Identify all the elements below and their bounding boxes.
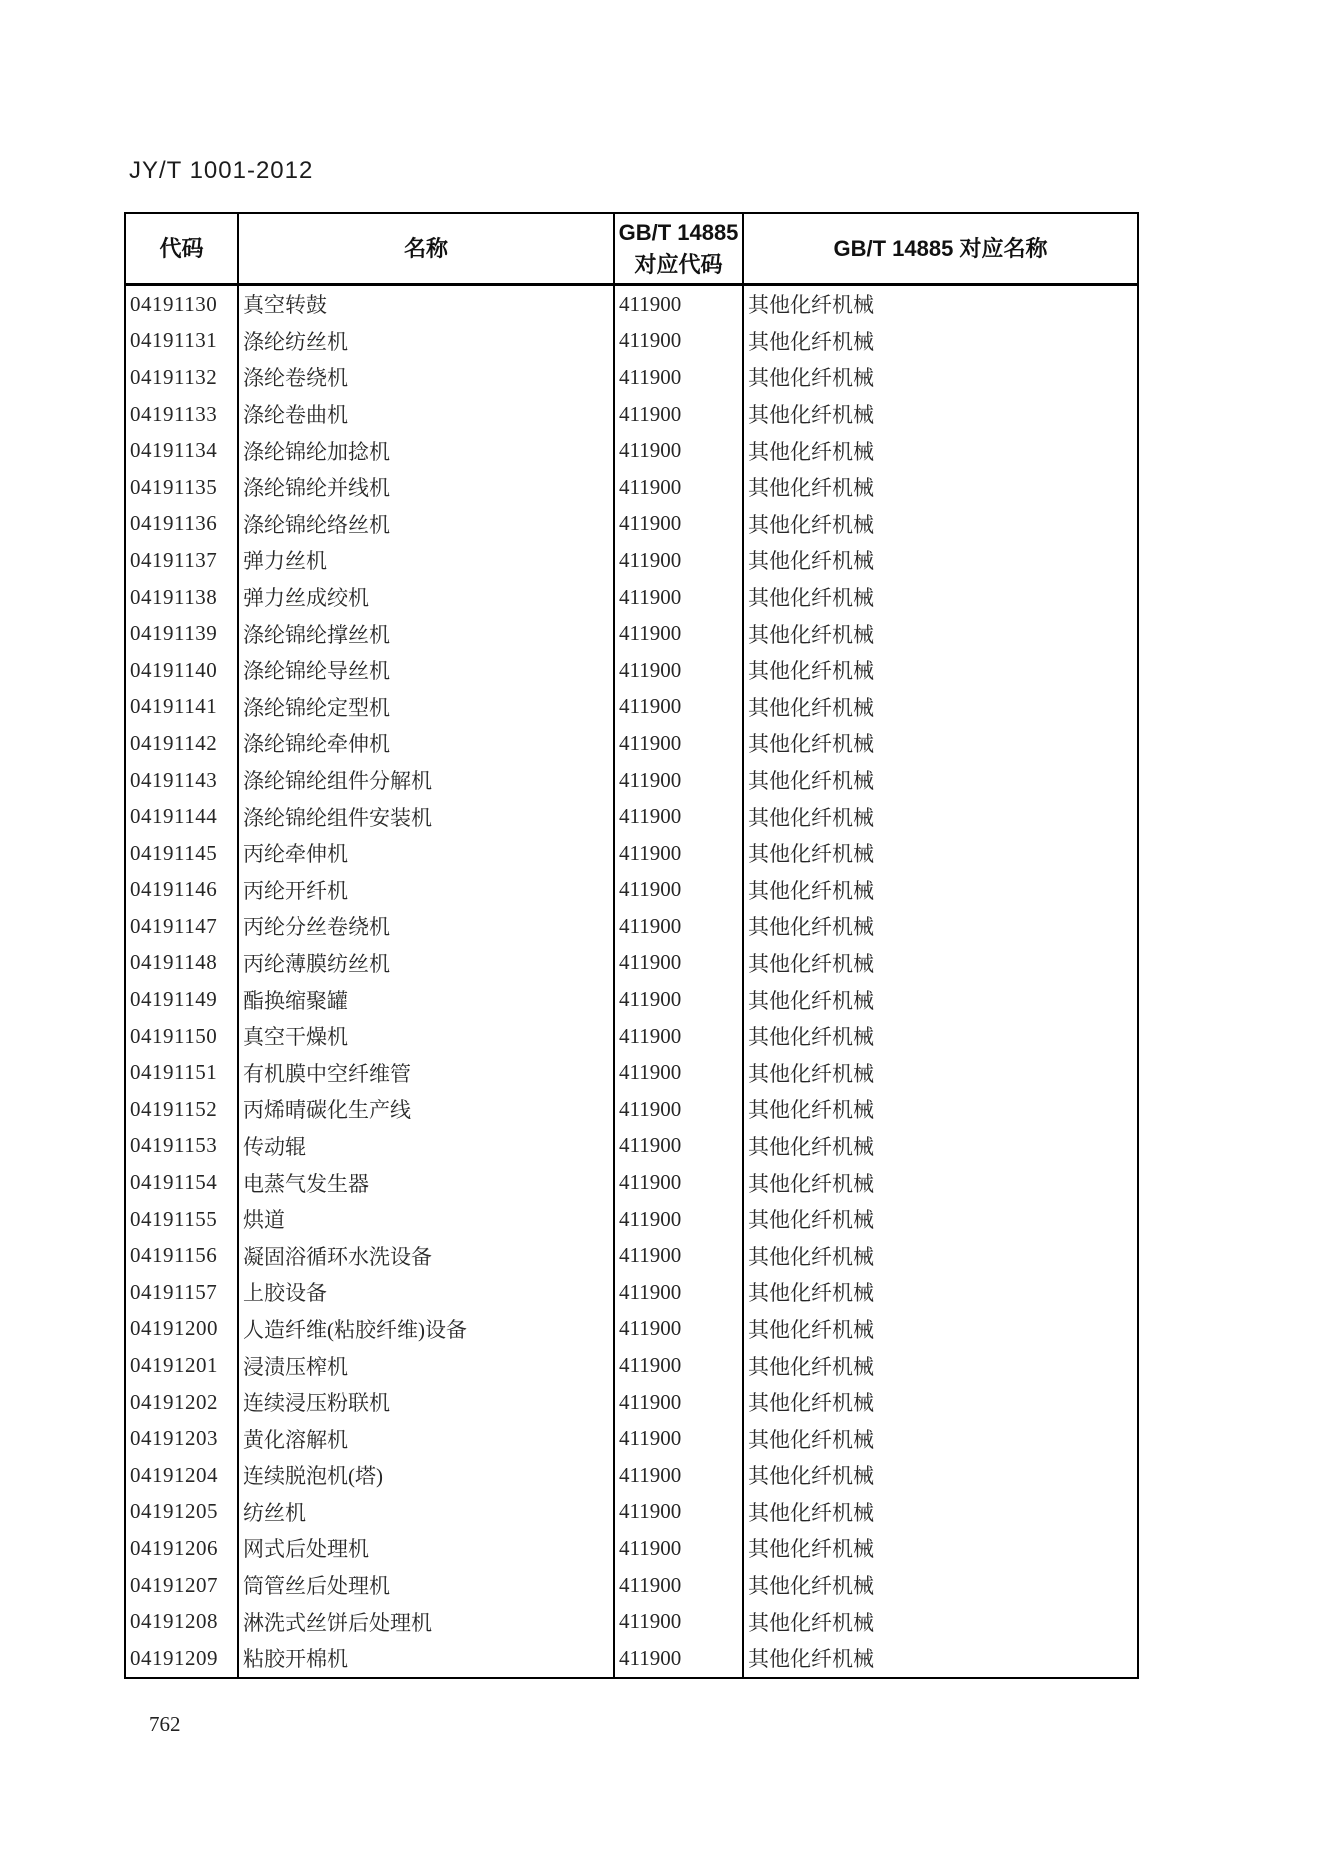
cell-gbt-name: 其他化纤机械 bbox=[743, 285, 1138, 323]
cell-code: 04191135 bbox=[125, 469, 238, 506]
cell-code: 04191144 bbox=[125, 798, 238, 835]
table-row bbox=[125, 981, 1138, 1018]
table-row bbox=[125, 1091, 1138, 1128]
cell-gbt-code: 411900 bbox=[614, 1603, 743, 1640]
table-row bbox=[125, 1274, 1138, 1311]
cell-name: 涤纶锦纶组件安装机 bbox=[238, 798, 614, 835]
cell-gbt-code: 411900 bbox=[614, 285, 743, 323]
cell-gbt-code: 411900 bbox=[614, 1567, 743, 1604]
cell-gbt-code: 411900 bbox=[614, 1457, 743, 1494]
cell-gbt-name: 其他化纤机械 bbox=[743, 1530, 1138, 1567]
cell-gbt-code: 411900 bbox=[614, 1530, 743, 1567]
table-row bbox=[125, 542, 1138, 579]
cell-gbt-name: 其他化纤机械 bbox=[743, 652, 1138, 689]
cell-code: 04191205 bbox=[125, 1494, 238, 1531]
cell-gbt-code: 411900 bbox=[614, 725, 743, 762]
cell-code: 04191149 bbox=[125, 981, 238, 1018]
cell-gbt-code: 411900 bbox=[614, 1274, 743, 1311]
table-row bbox=[125, 872, 1138, 909]
cell-name: 人造纤维(粘胶纤维)设备 bbox=[238, 1311, 614, 1348]
table-row bbox=[125, 945, 1138, 982]
column-header-gbt-code bbox=[614, 213, 743, 285]
cell-code: 04191152 bbox=[125, 1091, 238, 1128]
cell-name: 涤纶锦纶并线机 bbox=[238, 469, 614, 506]
cell-gbt-name: 其他化纤机械 bbox=[743, 1128, 1138, 1165]
cell-gbt-name: 其他化纤机械 bbox=[743, 1457, 1138, 1494]
column-header-name: 名称 bbox=[238, 213, 614, 285]
cell-gbt-code: 411900 bbox=[614, 835, 743, 872]
cell-code: 04191139 bbox=[125, 615, 238, 652]
cell-code: 04191148 bbox=[125, 945, 238, 982]
table-row bbox=[125, 835, 1138, 872]
table-row bbox=[125, 396, 1138, 433]
cell-gbt-name: 其他化纤机械 bbox=[743, 1091, 1138, 1128]
cell-gbt-name: 其他化纤机械 bbox=[743, 323, 1138, 360]
table-row bbox=[125, 1201, 1138, 1238]
table-row bbox=[125, 469, 1138, 506]
cell-name: 纺丝机 bbox=[238, 1494, 614, 1531]
cell-code: 04191134 bbox=[125, 432, 238, 469]
table-row bbox=[125, 1347, 1138, 1384]
cell-name: 涤纶锦纶牵伸机 bbox=[238, 725, 614, 762]
cell-name: 涤纶卷曲机 bbox=[238, 396, 614, 433]
cell-gbt-name: 其他化纤机械 bbox=[743, 396, 1138, 433]
cell-code: 04191146 bbox=[125, 872, 238, 909]
cell-code: 04191132 bbox=[125, 359, 238, 396]
cell-name: 涤纶锦纶导丝机 bbox=[238, 652, 614, 689]
cell-code: 04191202 bbox=[125, 1384, 238, 1421]
cell-name: 丙纶牵伸机 bbox=[238, 835, 614, 872]
table-row bbox=[125, 506, 1138, 543]
cell-gbt-name: 其他化纤机械 bbox=[743, 1347, 1138, 1384]
cell-gbt-code: 411900 bbox=[614, 1091, 743, 1128]
cell-code: 04191207 bbox=[125, 1567, 238, 1604]
cell-gbt-name: 其他化纤机械 bbox=[743, 432, 1138, 469]
cell-gbt-name: 其他化纤机械 bbox=[743, 798, 1138, 835]
cell-gbt-code: 411900 bbox=[614, 872, 743, 909]
cell-gbt-code: 411900 bbox=[614, 1311, 743, 1348]
table-row bbox=[125, 323, 1138, 360]
cell-name: 涤纶锦纶撑丝机 bbox=[238, 615, 614, 652]
cell-gbt-name: 其他化纤机械 bbox=[743, 542, 1138, 579]
cell-gbt-code: 411900 bbox=[614, 1494, 743, 1531]
cell-gbt-name: 其他化纤机械 bbox=[743, 506, 1138, 543]
cell-code: 04191131 bbox=[125, 323, 238, 360]
table-row bbox=[125, 1128, 1138, 1165]
table-header-row bbox=[125, 213, 1138, 285]
cell-gbt-code: 411900 bbox=[614, 1420, 743, 1457]
cell-gbt-code: 411900 bbox=[614, 945, 743, 982]
table-row bbox=[125, 1457, 1138, 1494]
cell-name: 传动辊 bbox=[238, 1128, 614, 1165]
cell-name: 浸渍压榨机 bbox=[238, 1347, 614, 1384]
table-row bbox=[125, 579, 1138, 616]
cell-code: 04191140 bbox=[125, 652, 238, 689]
cell-gbt-name: 其他化纤机械 bbox=[743, 359, 1138, 396]
cell-gbt-name: 其他化纤机械 bbox=[743, 872, 1138, 909]
table-row bbox=[125, 689, 1138, 726]
cell-gbt-name: 其他化纤机械 bbox=[743, 908, 1138, 945]
column-header-code: 代码 bbox=[125, 213, 238, 285]
table-row bbox=[125, 652, 1138, 689]
cell-gbt-name: 其他化纤机械 bbox=[743, 1164, 1138, 1201]
cell-gbt-code: 411900 bbox=[614, 798, 743, 835]
table-row bbox=[125, 725, 1138, 762]
cell-name: 涤纶锦纶组件分解机 bbox=[238, 762, 614, 799]
cell-code: 04191157 bbox=[125, 1274, 238, 1311]
cell-gbt-code: 411900 bbox=[614, 506, 743, 543]
cell-code: 04191130 bbox=[125, 285, 238, 323]
table-row bbox=[125, 285, 1138, 323]
cell-name: 连续脱泡机(塔) bbox=[238, 1457, 614, 1494]
cell-code: 04191145 bbox=[125, 835, 238, 872]
cell-name: 丙纶分丝卷绕机 bbox=[238, 908, 614, 945]
cell-gbt-code: 411900 bbox=[614, 689, 743, 726]
cell-gbt-code: 411900 bbox=[614, 542, 743, 579]
code-mapping-table bbox=[124, 212, 1139, 1679]
cell-gbt-code: 411900 bbox=[614, 396, 743, 433]
cell-gbt-name: 其他化纤机械 bbox=[743, 835, 1138, 872]
cell-name: 丙纶开纤机 bbox=[238, 872, 614, 909]
cell-name: 凝固浴循环水洗设备 bbox=[238, 1237, 614, 1274]
cell-gbt-name: 其他化纤机械 bbox=[743, 689, 1138, 726]
cell-gbt-code: 411900 bbox=[614, 1237, 743, 1274]
cell-code: 04191204 bbox=[125, 1457, 238, 1494]
cell-gbt-code: 411900 bbox=[614, 1054, 743, 1091]
cell-name: 丙烯晴碳化生产线 bbox=[238, 1091, 614, 1128]
cell-code: 04191136 bbox=[125, 506, 238, 543]
table-row bbox=[125, 1164, 1138, 1201]
cell-gbt-name: 其他化纤机械 bbox=[743, 1201, 1138, 1238]
cell-gbt-name: 其他化纤机械 bbox=[743, 1311, 1138, 1348]
cell-code: 04191201 bbox=[125, 1347, 238, 1384]
cell-code: 04191143 bbox=[125, 762, 238, 799]
cell-name: 涤纶锦纶加捻机 bbox=[238, 432, 614, 469]
standard-number-title: JY/T 1001-2012 bbox=[129, 157, 314, 184]
cell-gbt-name: 其他化纤机械 bbox=[743, 1237, 1138, 1274]
cell-code: 04191133 bbox=[125, 396, 238, 433]
cell-gbt-name: 其他化纤机械 bbox=[743, 945, 1138, 982]
cell-code: 04191209 bbox=[125, 1640, 238, 1678]
cell-gbt-name: 其他化纤机械 bbox=[743, 579, 1138, 616]
cell-gbt-code: 411900 bbox=[614, 1201, 743, 1238]
table-row bbox=[125, 798, 1138, 835]
cell-gbt-name: 其他化纤机械 bbox=[743, 615, 1138, 652]
table-row bbox=[125, 908, 1138, 945]
cell-name: 丙纶薄膜纺丝机 bbox=[238, 945, 614, 982]
table-row bbox=[125, 1420, 1138, 1457]
cell-gbt-name: 其他化纤机械 bbox=[743, 1384, 1138, 1421]
cell-gbt-name: 其他化纤机械 bbox=[743, 1018, 1138, 1055]
cell-gbt-code: 411900 bbox=[614, 323, 743, 360]
cell-gbt-code: 411900 bbox=[614, 652, 743, 689]
cell-code: 04191155 bbox=[125, 1201, 238, 1238]
table-row bbox=[125, 1018, 1138, 1055]
cell-code: 04191150 bbox=[125, 1018, 238, 1055]
table-row bbox=[125, 615, 1138, 652]
cell-code: 04191208 bbox=[125, 1603, 238, 1640]
cell-name: 电蒸气发生器 bbox=[238, 1164, 614, 1201]
table-row bbox=[125, 1384, 1138, 1421]
cell-name: 网式后处理机 bbox=[238, 1530, 614, 1567]
cell-gbt-code: 411900 bbox=[614, 359, 743, 396]
cell-gbt-code: 411900 bbox=[614, 615, 743, 652]
cell-gbt-code: 411900 bbox=[614, 908, 743, 945]
cell-gbt-name: 其他化纤机械 bbox=[743, 1494, 1138, 1531]
cell-gbt-code: 411900 bbox=[614, 432, 743, 469]
cell-gbt-name: 其他化纤机械 bbox=[743, 1640, 1138, 1678]
cell-name: 涤纶锦纶定型机 bbox=[238, 689, 614, 726]
cell-name: 涤纶锦纶络丝机 bbox=[238, 506, 614, 543]
cell-code: 04191151 bbox=[125, 1054, 238, 1091]
cell-gbt-code: 411900 bbox=[614, 1128, 743, 1165]
page-number: 762 bbox=[149, 1712, 181, 1736]
cell-gbt-code: 411900 bbox=[614, 1384, 743, 1421]
cell-code: 04191156 bbox=[125, 1237, 238, 1274]
cell-code: 04191206 bbox=[125, 1530, 238, 1567]
cell-name: 连续浸压粉联机 bbox=[238, 1384, 614, 1421]
cell-code: 04191203 bbox=[125, 1420, 238, 1457]
cell-gbt-name: 其他化纤机械 bbox=[743, 1420, 1138, 1457]
cell-gbt-code: 411900 bbox=[614, 981, 743, 1018]
cell-gbt-name: 其他化纤机械 bbox=[743, 1054, 1138, 1091]
cell-code: 04191200 bbox=[125, 1311, 238, 1348]
cell-gbt-name: 其他化纤机械 bbox=[743, 981, 1138, 1018]
cell-name: 烘道 bbox=[238, 1201, 614, 1238]
cell-gbt-name: 其他化纤机械 bbox=[743, 762, 1138, 799]
cell-gbt-name: 其他化纤机械 bbox=[743, 469, 1138, 506]
cell-name: 筒管丝后处理机 bbox=[238, 1567, 614, 1604]
table-row bbox=[125, 1640, 1138, 1678]
column-header-gbt-code-line1: GB/T 14885 bbox=[618, 219, 739, 245]
cell-name: 涤纶纺丝机 bbox=[238, 323, 614, 360]
cell-gbt-name: 其他化纤机械 bbox=[743, 1603, 1138, 1640]
cell-gbt-code: 411900 bbox=[614, 1347, 743, 1384]
table-row bbox=[125, 1054, 1138, 1091]
table-row bbox=[125, 432, 1138, 469]
cell-name: 黄化溶解机 bbox=[238, 1420, 614, 1457]
cell-name: 弹力丝机 bbox=[238, 542, 614, 579]
table-row bbox=[125, 1530, 1138, 1567]
table-row bbox=[125, 1567, 1138, 1604]
table-row bbox=[125, 1311, 1138, 1348]
cell-name: 弹力丝成绞机 bbox=[238, 579, 614, 616]
cell-code: 04191142 bbox=[125, 725, 238, 762]
cell-name: 淋洗式丝饼后处理机 bbox=[238, 1603, 614, 1640]
cell-name: 涤纶卷绕机 bbox=[238, 359, 614, 396]
cell-name: 粘胶开棉机 bbox=[238, 1640, 614, 1678]
cell-gbt-code: 411900 bbox=[614, 579, 743, 616]
cell-code: 04191137 bbox=[125, 542, 238, 579]
table-row bbox=[125, 1603, 1138, 1640]
cell-code: 04191138 bbox=[125, 579, 238, 616]
cell-gbt-code: 411900 bbox=[614, 469, 743, 506]
cell-name: 真空干燥机 bbox=[238, 1018, 614, 1055]
cell-code: 04191147 bbox=[125, 908, 238, 945]
cell-code: 04191141 bbox=[125, 689, 238, 726]
cell-name: 真空转鼓 bbox=[238, 285, 614, 323]
cell-gbt-code: 411900 bbox=[614, 762, 743, 799]
cell-gbt-code: 411900 bbox=[614, 1640, 743, 1678]
cell-code: 04191154 bbox=[125, 1164, 238, 1201]
table-row bbox=[125, 1494, 1138, 1531]
column-header-gbt-name: GB/T 14885 对应名称 bbox=[743, 213, 1138, 285]
column-header-gbt-code-line2: 对应代码 bbox=[634, 251, 723, 277]
cell-gbt-code: 411900 bbox=[614, 1164, 743, 1201]
cell-gbt-code: 411900 bbox=[614, 1018, 743, 1055]
cell-gbt-name: 其他化纤机械 bbox=[743, 1274, 1138, 1311]
cell-code: 04191153 bbox=[125, 1128, 238, 1165]
table-row bbox=[125, 1237, 1138, 1274]
table-row bbox=[125, 762, 1138, 799]
cell-name: 有机膜中空纤维管 bbox=[238, 1054, 614, 1091]
cell-name: 上胶设备 bbox=[238, 1274, 614, 1311]
cell-gbt-name: 其他化纤机械 bbox=[743, 725, 1138, 762]
table-row bbox=[125, 359, 1138, 396]
cell-name: 酯换缩聚罐 bbox=[238, 981, 614, 1018]
cell-gbt-name: 其他化纤机械 bbox=[743, 1567, 1138, 1604]
